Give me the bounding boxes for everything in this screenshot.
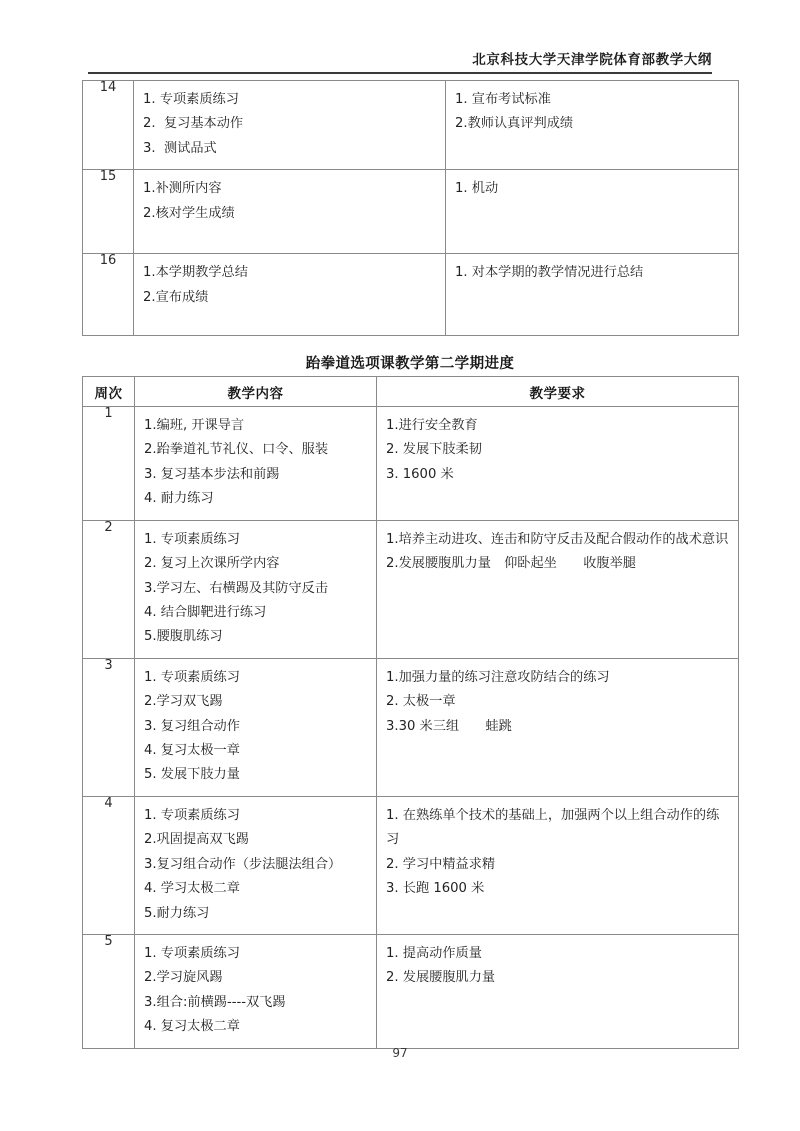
content-line: 2. 复习上次课所学内容 (144, 556, 280, 572)
requirement-line: 3.30 米三组 蛙跳 (386, 718, 512, 734)
week-cell (83, 935, 135, 1049)
section-title: 跆拳道选项课教学第二学期进度 (305, 356, 515, 372)
running-header-title: 北京科技大学天津学院体育部教学大纲 (472, 52, 712, 68)
requirement-line: 1.培养主动进攻、连击和防守反击及配合假动作的战术意识 (386, 531, 729, 547)
week-cell (83, 81, 134, 170)
running-header (88, 52, 712, 74)
week-cell (83, 407, 135, 521)
requirement-line: 3. 长跑 1600 米 (386, 881, 485, 897)
content-line: 2.跆拳道礼节礼仪、口令、服装 (144, 442, 329, 458)
column-header-week: 周次 (83, 377, 135, 407)
column-header-content: 教学内容 (135, 377, 377, 407)
table-row (83, 658, 739, 796)
week-cell (83, 520, 135, 658)
requirement-cell (377, 407, 739, 521)
week-number: 14 (99, 80, 117, 95)
week-number: 3 (104, 657, 113, 673)
content-line: 4. 结合脚靶进行练习 (144, 604, 267, 620)
content-cell (135, 658, 377, 796)
content-cell (135, 520, 377, 658)
week-number: 2 (104, 519, 113, 535)
content-line: 1. 专项素质练习 (144, 807, 240, 823)
week-cell (83, 658, 135, 796)
week-cell (83, 170, 134, 254)
content-line: 5.腰腹肌练习 (144, 629, 223, 645)
content-line: 3. 复习组合动作 (144, 718, 240, 734)
content-line: 2. 复习基本动作 (143, 116, 244, 132)
content-cell (134, 254, 446, 336)
requirement-cell (377, 935, 739, 1049)
content-line: 3.组合:前横踢----双飞踢 (144, 994, 286, 1010)
table-one-body (83, 81, 739, 336)
content-line: 3. 复习基本步法和前踢 (144, 466, 280, 482)
week-cell (83, 254, 134, 336)
content-line: 1. 专项素质练习 (144, 531, 240, 547)
content-line: 5.耐力练习 (144, 905, 210, 921)
requirement-line: 2.发展腰腹肌力量 仰卧起坐 收腹举腿 (386, 556, 636, 572)
header-rule (88, 72, 712, 74)
table-two-head (83, 377, 739, 407)
content-cell (134, 81, 446, 170)
table-two-body (83, 407, 739, 1049)
content-line: 2.学习旋风踢 (144, 970, 223, 986)
content-line: 3.学习左、右横踢及其防守反击 (144, 580, 329, 596)
content-line: 1.编班, 开课导言 (144, 418, 245, 433)
content-line: 4. 耐力练习 (144, 491, 214, 507)
table-row (83, 81, 739, 170)
content-line: 3. 测试品式 (143, 140, 217, 156)
requirement-line: 1. 机动 (455, 181, 499, 197)
requirement-line: 2. 发展下肢柔韧 (386, 442, 482, 458)
week-number: 16 (99, 253, 117, 269)
requirement-line: 1.加强力量的练习注意攻防结合的练习 (386, 669, 610, 685)
content-line: 2.宣布成绩 (143, 289, 209, 305)
content-cell (135, 796, 377, 934)
table-header-row (83, 377, 739, 407)
content-line: 1.补测所内容 (143, 181, 222, 197)
requirement-line: 2. 太极一章 (386, 694, 456, 710)
table-row (83, 254, 739, 336)
content-cell (135, 935, 377, 1049)
content-line: 3.复习组合动作（步法腿法组合） (144, 856, 342, 872)
requirement-cell (377, 520, 739, 658)
first-semester-schedule-table-continued (82, 80, 739, 336)
week-cell (83, 796, 135, 934)
requirement-line: 1.进行安全教育 (386, 418, 478, 433)
table-row (83, 935, 739, 1049)
content-line: 1.本学期教学总结 (143, 265, 248, 281)
content-line: 5. 发展下肢力量 (144, 767, 240, 783)
content-line: 4. 复习太极一章 (144, 743, 240, 759)
table-row (83, 407, 739, 521)
requirement-cell (377, 796, 739, 934)
content-line: 2.学习双飞踢 (144, 694, 223, 710)
table-row (83, 520, 739, 658)
requirement-line: 1. 对本学期的教学情况进行总结 (455, 265, 644, 281)
content-line: 1. 专项素质练习 (143, 92, 239, 107)
table-row (83, 170, 739, 254)
requirement-line: 2. 发展腰腹肌力量 (386, 970, 496, 986)
requirement-cell (446, 170, 739, 254)
requirement-line: 1. 宣布考试标准 (455, 92, 551, 107)
week-number: 5 (104, 934, 113, 950)
content-cell (134, 170, 446, 254)
second-semester-schedule-table (82, 376, 739, 1049)
requirement-line: 2.教师认真评判成绩 (455, 116, 574, 132)
content-line: 2.巩固提高双飞踢 (144, 832, 249, 848)
requirement-cell (446, 254, 739, 336)
column-header-requirement: 教学要求 (377, 377, 739, 407)
requirement-cell (377, 658, 739, 796)
content-line: 4. 复习太极二章 (144, 1019, 240, 1035)
table-row (83, 796, 739, 934)
page-number: 97 (392, 1046, 408, 1060)
week-number: 4 (104, 795, 113, 811)
requirement-line: 3. 1600 米 (386, 466, 454, 482)
requirement-line: 1. 提高动作质量 (386, 946, 482, 962)
week-number: 1 (104, 406, 113, 421)
content-line: 1. 专项素质练习 (144, 669, 240, 685)
content-line: 1. 专项素质练习 (144, 946, 240, 962)
content-cell (135, 407, 377, 521)
content-line: 4. 学习太极二章 (144, 881, 240, 897)
content-line: 2.核对学生成绩 (143, 205, 235, 221)
requirement-line: 2. 学习中精益求精 (386, 856, 496, 872)
week-number: 15 (99, 169, 117, 185)
requirement-cell (446, 81, 739, 170)
requirement-line: 1. 在熟练单个技术的基础上，加强两个以上组合动作的练习 (386, 807, 720, 848)
